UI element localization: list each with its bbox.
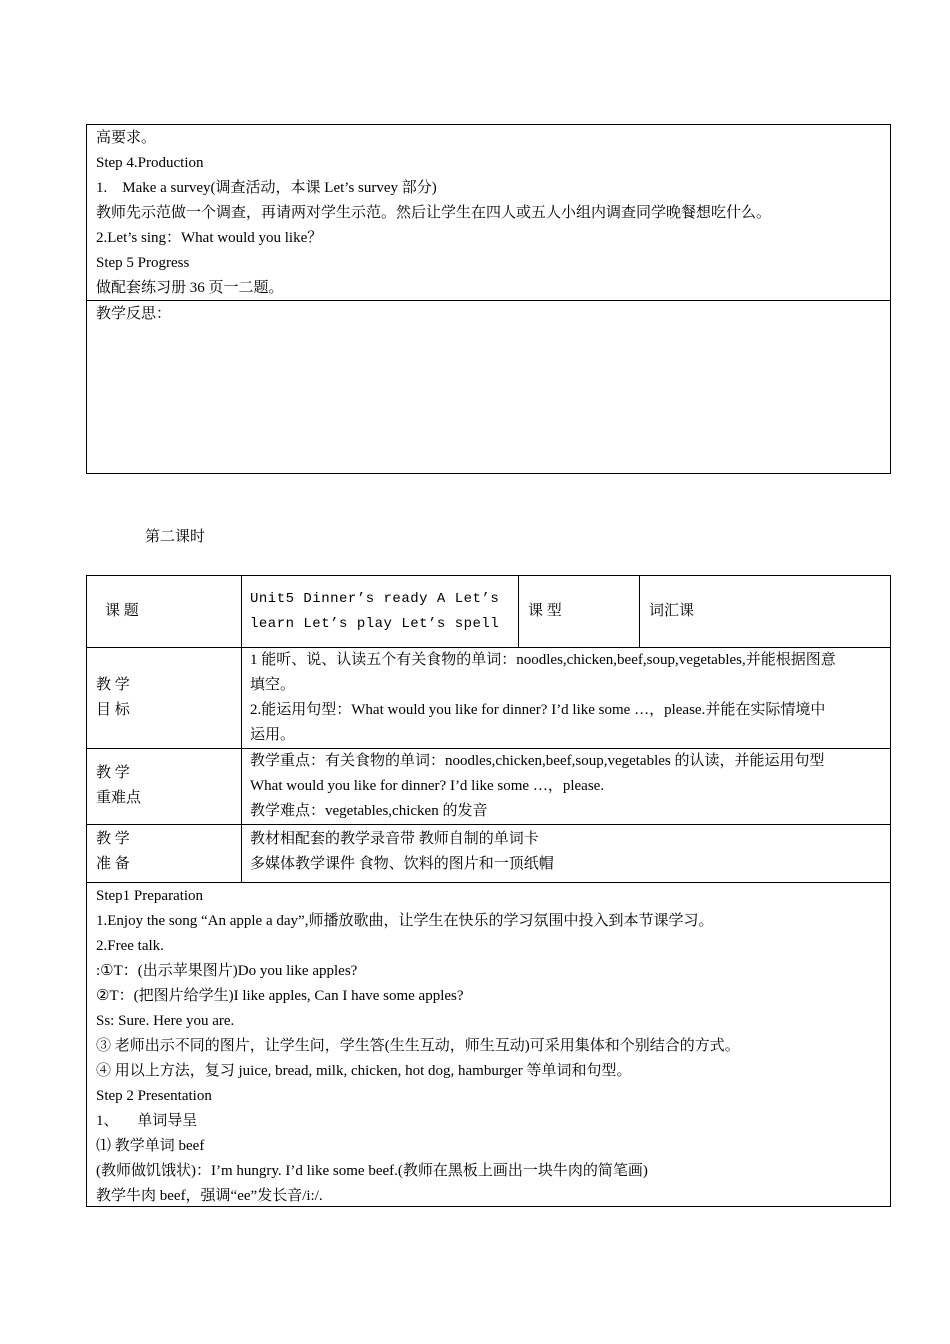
process-row bbox=[87, 883, 890, 1208]
prep-content-cell bbox=[242, 825, 890, 882]
goals-line: 2.能运用句型：What would you like for dinner? I’d like some …，please.并能在实际情境中 bbox=[250, 702, 826, 718]
lesson1-reflection-cell bbox=[87, 301, 890, 473]
lesson2-heading: 第二课时 bbox=[145, 529, 206, 545]
process-line: Step 4.Production bbox=[96, 155, 204, 171]
type-label: 课 型 bbox=[528, 603, 562, 619]
process-line: :①T：(出示苹果图片)Do you like apples? bbox=[96, 963, 358, 979]
prep-label: 教 学 bbox=[96, 831, 130, 847]
process-line: 教师先示范做一个调查，再请两对学生示范。然后让学生在四人或五人小组内调查同学晚餐想吃什么。 bbox=[96, 205, 772, 221]
key-line: 教学重点：有关食物的单词：noodles,chicken,beef,soup,vegetables 的认读，并能运用句型 bbox=[250, 753, 825, 769]
process-line: Step 5 Progress bbox=[96, 255, 190, 271]
process-line: ⑴ 教学单词 beef bbox=[96, 1138, 205, 1154]
goals-content-cell bbox=[242, 648, 890, 748]
process-line: (教师做饥饿状)：I’m hungry. I’d like some beef.(教师在黑板上画出一块牛肉的简笔画) bbox=[96, 1163, 648, 1179]
goals-label: 教 学 bbox=[96, 677, 130, 693]
process-line: 2.Free talk. bbox=[96, 938, 164, 954]
process-line: ③ 老师出示不同的图片，让学生问，学生答(生生互动，师生互动)可采用集体和个别结合的方式。 bbox=[96, 1038, 740, 1054]
prep-line: 多媒体教学课件 食物、饮料的图片和一顶纸帽 bbox=[250, 856, 554, 872]
lesson1-table bbox=[86, 124, 891, 474]
process-line: 教学牛肉 beef，强调“ee”发长音/i:/. bbox=[96, 1188, 323, 1204]
process-line: 1、 单词导呈 bbox=[96, 1113, 198, 1129]
process-line: 高要求。 bbox=[96, 130, 157, 146]
process-line: Step1 Preparation bbox=[96, 888, 204, 904]
topic-row bbox=[87, 576, 890, 648]
topic-label-cell bbox=[87, 576, 242, 647]
process-line: 2.Let’s sing：What would you like？ bbox=[96, 230, 323, 246]
process-line: ④ 用以上方法，复习 juice, bread, milk, chicken, hot dog, hamburger 等单词和句型。 bbox=[96, 1063, 632, 1079]
preparation-row bbox=[87, 825, 890, 883]
key-label: 教 学 bbox=[96, 765, 130, 781]
process-line: 1.Enjoy the song “An apple a day”,师播放歌曲，让学生在快乐的学习氛围中投入到本节课学习。 bbox=[96, 913, 714, 929]
topic-value-cell bbox=[242, 576, 519, 647]
type-value-cell bbox=[640, 576, 890, 647]
goals-label: 目 标 bbox=[96, 702, 130, 718]
type-label-cell bbox=[519, 576, 640, 647]
key-line: What would you like for dinner? I’d like some …，please. bbox=[250, 778, 605, 794]
lesson2-table bbox=[86, 575, 891, 1207]
goals-row bbox=[87, 648, 890, 749]
prep-line: 教材相配套的教学录音带 教师自制的单词卡 bbox=[250, 831, 539, 847]
topic-label: 课 题 bbox=[105, 603, 139, 619]
topic-line: Unit5 Dinner’s ready A Let’s bbox=[250, 591, 500, 607]
key-line: 教学难点：vegetables,chicken 的发音 bbox=[250, 803, 488, 819]
process-line: 做配套练习册 36 页一二题。 bbox=[96, 280, 284, 296]
process-line: Step 2 Presentation bbox=[96, 1088, 212, 1104]
key-label-cell bbox=[87, 749, 242, 824]
prep-label-cell bbox=[87, 825, 242, 882]
reflection-label: 教学反思： bbox=[96, 306, 172, 322]
goals-line: 填空。 bbox=[250, 677, 296, 693]
key-points-row bbox=[87, 749, 890, 825]
goals-line: 运用。 bbox=[250, 727, 296, 743]
goals-line: 1 能听、说、认读五个有关食物的单词：noodles,chicken,beef,soup,vegetables,并能根据图意 bbox=[250, 652, 836, 668]
process-line: ②T：(把图片给学生)I like apples, Can I have some apples? bbox=[96, 988, 464, 1004]
process-line: 1. Make a survey(调查活动，本课 Let’s survey 部分) bbox=[96, 180, 437, 196]
lesson1-process-cell bbox=[87, 125, 890, 301]
topic-line: learn Let’s play Let’s spell bbox=[250, 616, 500, 632]
process-line: Ss: Sure. Here you are. bbox=[96, 1013, 235, 1029]
goals-label-cell bbox=[87, 648, 242, 748]
type-value: 词汇课 bbox=[649, 603, 695, 619]
key-content-cell bbox=[242, 749, 890, 824]
prep-label: 准 备 bbox=[96, 856, 130, 872]
key-label: 重难点 bbox=[96, 790, 142, 806]
